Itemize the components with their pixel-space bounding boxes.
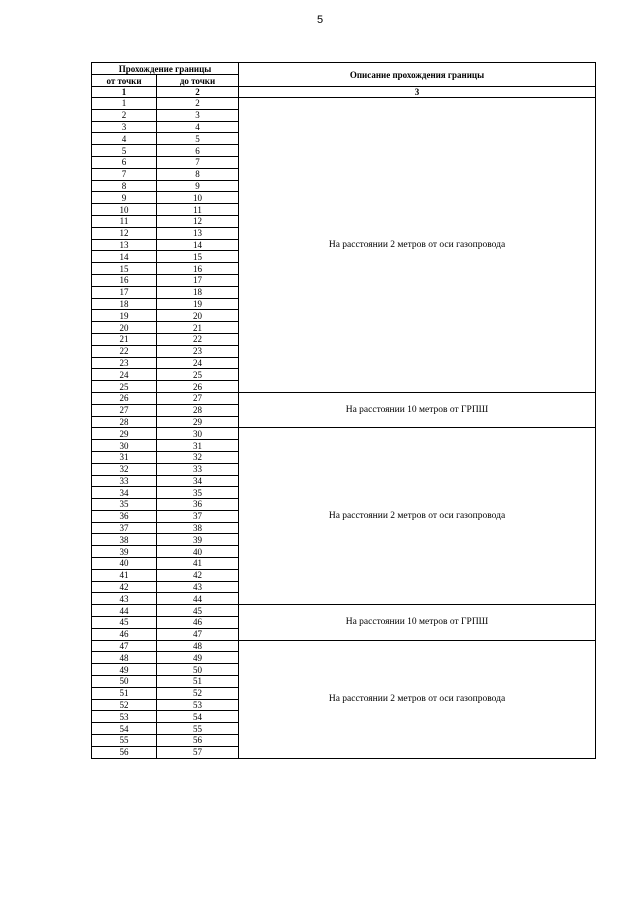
header-to-point: до точки [157,75,239,87]
to-point-cell: 8 [157,168,239,180]
from-point-cell: 5 [92,145,157,157]
from-point-cell: 47 [92,640,157,652]
to-point-cell: 13 [157,227,239,239]
to-point-cell: 17 [157,274,239,286]
boundary-description-cell: На расстоянии 2 метров от оси газопровода [239,98,596,393]
from-point-cell: 23 [92,357,157,369]
table-row [92,98,596,110]
to-point-cell: 49 [157,652,239,664]
to-point-cell: 4 [157,121,239,133]
from-point-cell: 24 [92,369,157,381]
from-point-cell: 35 [92,499,157,511]
from-point-cell: 55 [92,735,157,747]
from-point-cell: 39 [92,546,157,558]
from-point-cell: 51 [92,687,157,699]
to-point-cell: 43 [157,581,239,593]
to-point-cell: 3 [157,109,239,121]
from-point-cell: 38 [92,534,157,546]
from-point-cell: 15 [92,263,157,275]
boundary-description-cell: На расстоянии 2 метров от оси газопровода [239,428,596,605]
to-point-cell: 22 [157,333,239,345]
to-point-cell: 28 [157,404,239,416]
table-row [92,428,596,440]
to-point-cell: 51 [157,676,239,688]
from-point-cell: 9 [92,192,157,204]
from-point-cell: 34 [92,487,157,499]
page-number: 5 [316,14,324,26]
from-point-cell: 56 [92,746,157,758]
to-point-cell: 45 [157,605,239,617]
from-point-cell: 3 [92,121,157,133]
to-point-cell: 31 [157,440,239,452]
from-point-cell: 16 [92,274,157,286]
from-point-cell: 36 [92,510,157,522]
table-row [92,640,596,652]
to-point-cell: 38 [157,522,239,534]
to-point-cell: 48 [157,640,239,652]
boundary-description-cell: На расстоянии 10 метров от ГРПШ [239,605,596,640]
to-point-cell: 21 [157,322,239,334]
from-point-cell: 44 [92,605,157,617]
to-point-cell: 18 [157,286,239,298]
from-point-cell: 19 [92,310,157,322]
to-point-cell: 57 [157,746,239,758]
to-point-cell: 20 [157,310,239,322]
from-point-cell: 49 [92,664,157,676]
header-boundary-passage: Прохождение границы [92,63,239,75]
from-point-cell: 37 [92,522,157,534]
from-point-cell: 6 [92,156,157,168]
to-point-cell: 14 [157,239,239,251]
to-point-cell: 35 [157,487,239,499]
from-point-cell: 22 [92,345,157,357]
from-point-cell: 50 [92,676,157,688]
from-point-cell: 14 [92,251,157,263]
to-point-cell: 26 [157,381,239,393]
boundary-description-cell: На расстоянии 2 метров от оси газопровода [239,640,596,758]
to-point-cell: 56 [157,735,239,747]
to-point-cell: 46 [157,617,239,629]
from-point-cell: 25 [92,381,157,393]
to-point-cell: 44 [157,593,239,605]
to-point-cell: 32 [157,451,239,463]
from-point-cell: 2 [92,109,157,121]
to-point-cell: 27 [157,392,239,404]
from-point-cell: 10 [92,204,157,216]
from-point-cell: 29 [92,428,157,440]
to-point-cell: 5 [157,133,239,145]
column-number-3: 3 [239,87,596,98]
from-point-cell: 11 [92,215,157,227]
to-point-cell: 52 [157,687,239,699]
to-point-cell: 42 [157,569,239,581]
from-point-cell: 53 [92,711,157,723]
table-row [92,605,596,617]
column-number-2: 2 [157,87,239,98]
from-point-cell: 8 [92,180,157,192]
from-point-cell: 42 [92,581,157,593]
to-point-cell: 39 [157,534,239,546]
to-point-cell: 23 [157,345,239,357]
from-point-cell: 27 [92,404,157,416]
header-description: Описание прохождения границы [239,63,596,87]
to-point-cell: 19 [157,298,239,310]
column-number-1: 1 [92,87,157,98]
to-point-cell: 53 [157,699,239,711]
to-point-cell: 37 [157,510,239,522]
table-body [92,98,596,759]
from-point-cell: 12 [92,227,157,239]
from-point-cell: 43 [92,593,157,605]
from-point-cell: 40 [92,558,157,570]
from-point-cell: 52 [92,699,157,711]
from-point-cell: 30 [92,440,157,452]
to-point-cell: 29 [157,416,239,428]
to-point-cell: 6 [157,145,239,157]
from-point-cell: 28 [92,416,157,428]
from-point-cell: 13 [92,239,157,251]
to-point-cell: 25 [157,369,239,381]
to-point-cell: 15 [157,251,239,263]
to-point-cell: 24 [157,357,239,369]
from-point-cell: 7 [92,168,157,180]
to-point-cell: 30 [157,428,239,440]
from-point-cell: 4 [92,133,157,145]
to-point-cell: 47 [157,628,239,640]
from-point-cell: 31 [92,451,157,463]
to-point-cell: 55 [157,723,239,735]
boundary-description-cell: На расстоянии 10 метров от ГРПШ [239,392,596,427]
to-point-cell: 9 [157,180,239,192]
to-point-cell: 54 [157,711,239,723]
to-point-cell: 36 [157,499,239,511]
from-point-cell: 33 [92,475,157,487]
from-point-cell: 54 [92,723,157,735]
to-point-cell: 34 [157,475,239,487]
to-point-cell: 10 [157,192,239,204]
to-point-cell: 7 [157,156,239,168]
to-point-cell: 16 [157,263,239,275]
to-point-cell: 11 [157,204,239,216]
header-from-point: от точки [92,75,157,87]
from-point-cell: 1 [92,98,157,110]
table-row [92,392,596,404]
to-point-cell: 2 [157,98,239,110]
from-point-cell: 41 [92,569,157,581]
to-point-cell: 41 [157,558,239,570]
from-point-cell: 46 [92,628,157,640]
from-point-cell: 20 [92,322,157,334]
from-point-cell: 17 [92,286,157,298]
from-point-cell: 21 [92,333,157,345]
from-point-cell: 26 [92,392,157,404]
to-point-cell: 40 [157,546,239,558]
boundary-table [91,62,596,759]
to-point-cell: 50 [157,664,239,676]
from-point-cell: 45 [92,617,157,629]
from-point-cell: 48 [92,652,157,664]
to-point-cell: 33 [157,463,239,475]
from-point-cell: 18 [92,298,157,310]
from-point-cell: 32 [92,463,157,475]
to-point-cell: 12 [157,215,239,227]
